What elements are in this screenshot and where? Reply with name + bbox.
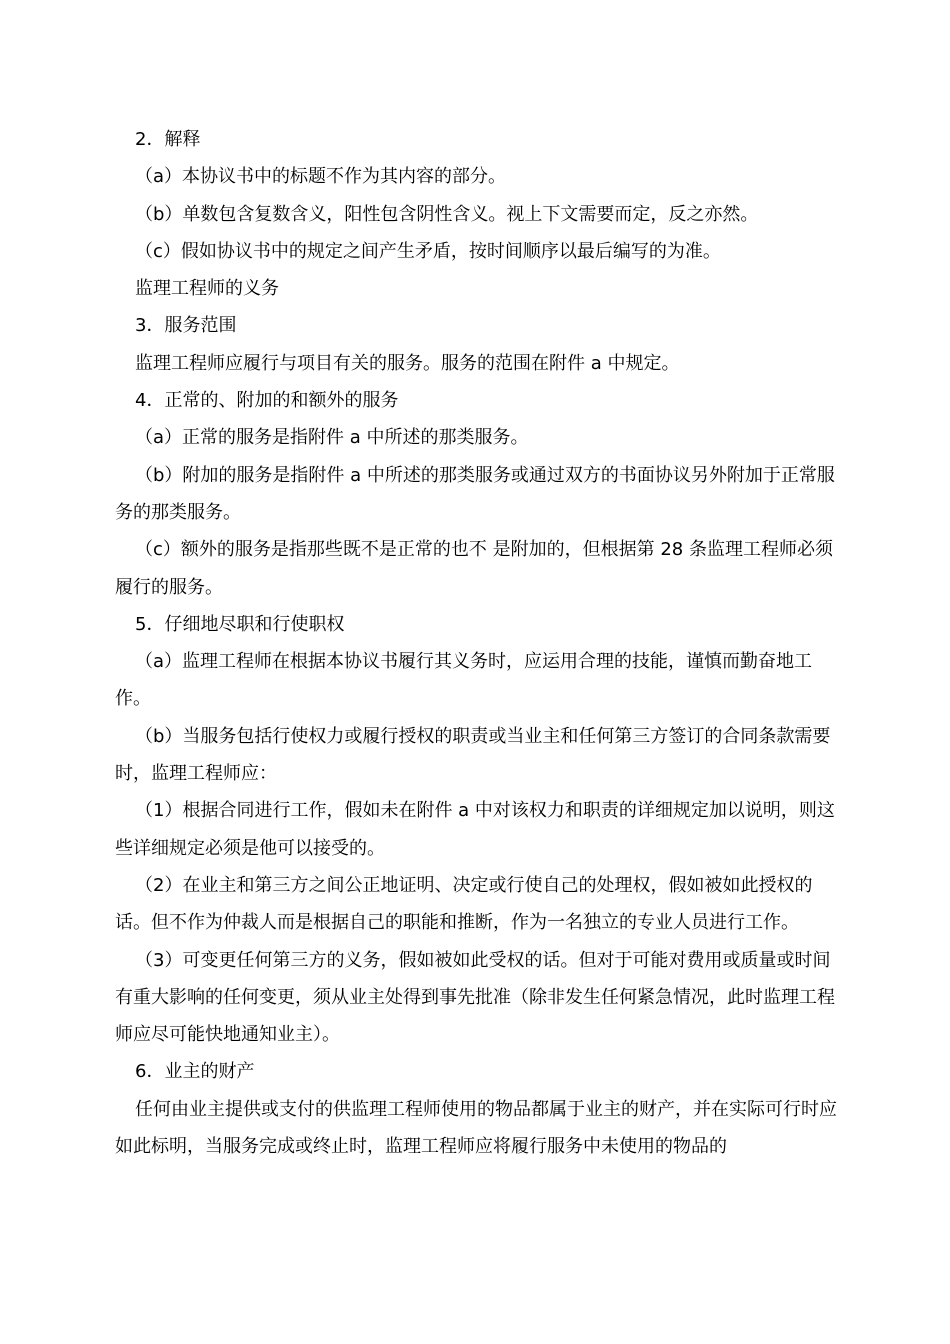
document-page — [115, 121, 837, 1165]
clause-2a: （a）本协议书中的标题不作为其内容的部分。 — [135, 166, 507, 188]
clause-4b: （b）附加的服务是指附件 a 中所述的那类服务或通过双方的书面协议另外附加于正常服务的那类服务。 — [115, 464, 835, 523]
chapter-heading-engineer-duties: 监理工程师的义务 — [135, 278, 279, 300]
clause-4a: （a）正常的服务是指附件 a 中所述的那类服务。 — [135, 427, 529, 449]
section-heading-interpretation: 2．解释 — [135, 129, 201, 150]
clause-2c: （c）假如协议书中的规定之间产生矛盾，按时间顺序以最后编写的为准。 — [135, 240, 721, 262]
clause-3-body: 监理工程师应履行与项目有关的服务。服务的范围在附件 a 中规定。 — [135, 352, 680, 374]
section-heading-services-types: 4．正常的、附加的和额外的服务 — [135, 390, 399, 412]
clause-6-body: 任何由业主提供或支付的供监理工程师使用的物品都属于业主的财产，并在实际可行时应如此标明，当服务完成或终止时，监理工程师应将履行服务中未使用的物品的 — [115, 1098, 837, 1158]
clause-5b-1: （1）根据合同进行工作，假如未在附件 a 中对该权力和职责的详细规定加以说明，则这些详细规定必须是他可以接受的。 — [115, 800, 835, 859]
clause-5a: （a）监理工程师在根据本协议书履行其义务时，应运用合理的技能，谨慎而勤奋地工作。 — [115, 651, 813, 710]
clause-5b-2: （2）在业主和第三方之间公正地证明、决定或行使自己的处理权，假如被如此授权的话。但不作为仲裁人而是根据自己的职能和推断，作为一名独立的专业人员进行工作。 — [115, 874, 813, 934]
section-heading-client-property: 6．业主的财产 — [135, 1061, 255, 1083]
clause-5b: （b）当服务包括行使权力或履行授权的职责或当业主和任何第三方签订的合同条款需要时，监理工程师应： — [115, 725, 831, 785]
section-heading-scope-of-services: 3．服务范围 — [135, 315, 237, 337]
clause-4c: （c）额外的服务是指那些既不是正常的也不 是附加的，但根据第 28 条监理工程师必须履行的服务。 — [115, 539, 833, 598]
clause-5b-3: （3）可变更任何第三方的义务，假如被如此受权的话。但对于可能对费用或质量或时间有重大影响的任何变更，须从业主处得到事先批准（除非发生任何紧急情况，此时监理工程师应尽可能快地通知业主）。 — [115, 949, 835, 1046]
section-heading-care-and-authority: 5．仔细地尽职和行使职权 — [135, 613, 345, 635]
clause-2b: （b）单数包含复数含义，阳性包含阴性含义。视上下文需要而定，反之亦然。 — [135, 203, 759, 225]
